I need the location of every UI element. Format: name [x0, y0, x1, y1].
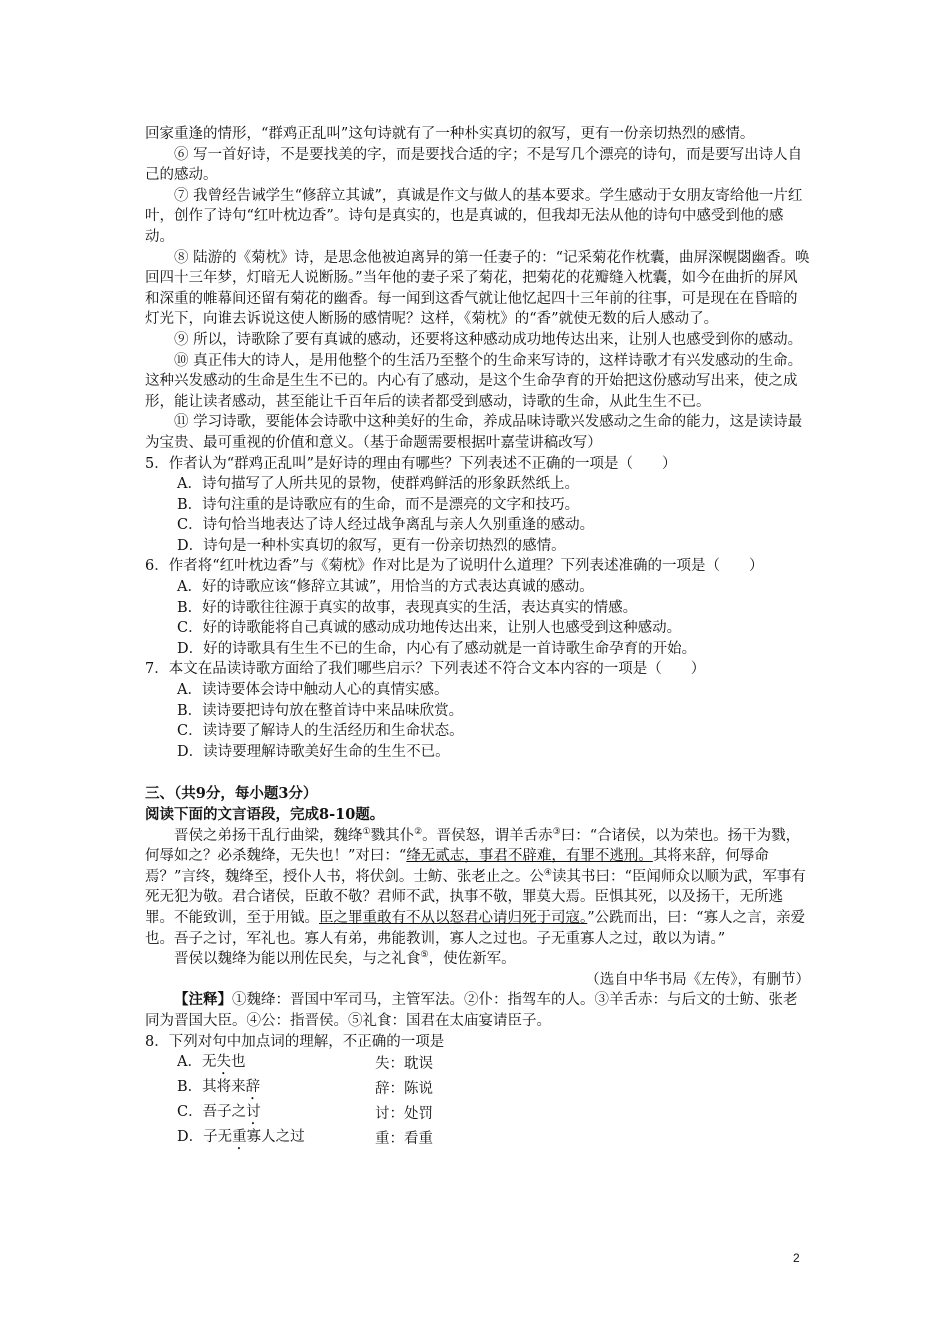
passage-text: 戮其仆 [370, 827, 415, 844]
passage-text: ”公跣而出，曰：“寡人之言，亲爱也。吾子之讨，军礼也。寡人有弟，弗能教训，寡人之过也。子无重寡人之过，敢以为请。” [145, 909, 806, 947]
option: B．诗句注重的是诗歌应有的生命，而不是漂亮的文字和技巧。 [177, 496, 580, 513]
option: A．读诗要体会诗中触动人心的真情实感。 [177, 682, 449, 699]
option-gloss: 讨：处罚 [375, 1106, 433, 1123]
option: B．好的诗歌往往源于真实的故事，表现真实的生活，表达真实的情感。 [177, 599, 638, 616]
notes-text: ①魏绛：晋国中军司马，主管军法。②仆：指驾车的人。③羊舌赤：与后文的士鲂、张老同为晋国大臣。④公：指晋侯。⑤礼食：国君在太庙宴请臣子。 [145, 992, 798, 1029]
option-phrase: B．其将来辞 [177, 1078, 261, 1095]
paragraph: ⑪ 学习诗歌，要能体会诗歌中这种美好的生命，养成品味诗歌兴发感动之生命的能力，这是读诗最为宝贵、最可重视的价值和意义。（基于命题需要根据叶嘉莹讲稿改写） [145, 414, 803, 451]
footnote-mark: ② [414, 826, 423, 837]
passage-text: 。晋侯怒，谓羊舌赤 [422, 827, 553, 844]
underlined-sentence: 臣之罪重敢有不从以怒君心请归死于司寇。 [319, 909, 588, 926]
option: D．好的诗歌具有生生不已的生命，内心有了感动就是一首诗歌生命孕育的开始。 [177, 640, 697, 657]
passage-text: 晋侯以魏绛为能以刑佐民矣，与之礼食 [174, 951, 421, 968]
question-stem: 7．本文在品读诗歌方面给了我们哪些启示？下列表述不符合文本内容的一项是（ ） [145, 661, 706, 678]
document-page [145, 124, 810, 1152]
option: D．诗句是一种朴实真切的叙写，更有一份亲切热烈的感情。 [177, 537, 566, 554]
question-stem: 5．作者认为“群鸡正乱叫”是好诗的理由有哪些？下列表述不正确的一项是（ ） [145, 455, 677, 472]
source-citation: （选自中华书局《左传》，有删节） [585, 971, 810, 988]
paragraph: ⑨ 所以，诗歌除了要有真诚的感动，还要将这种感动成功地传达出来，让别人也感受到你的感动。 [174, 331, 803, 348]
paragraph: ⑦ 我曾经告诫学生“修辞立其诚”，真诚是作文与做人的基本要求。学生感动于女朋友寄给他一片红叶，创作了诗句“红叶枕边香”。诗句是真实的，也是真诚的，但我却无法从他的诗句中感受到他的感动。 [145, 187, 803, 245]
passage-text: 其将来辞，何辱命焉？”言终，魏绛至，授仆人书，将伏剑。士鲂、张老止之。公 [145, 848, 769, 885]
annotation-notes [145, 990, 810, 1031]
section-instruction: 阅读下面的文言语段，完成8-10题。 [145, 806, 385, 823]
option-phrase: D．子无重寡人之过 [177, 1128, 305, 1145]
footnote-mark: ① [362, 826, 371, 837]
option: C．好的诗歌能将自己真诚的感动成功地传达出来，让别人也感受到这种感动。 [177, 620, 682, 637]
question-stem: 8．下列对句中加点词的理解，不正确的一项是 [145, 1033, 445, 1050]
paragraph: 回家重逢的情形，“群鸡正乱叫”这句诗就有了一种朴实真切的叙写，更有一份亲切热烈的感情。 [145, 126, 755, 142]
option: A．好的诗歌应该“修辞立其诚”，用恰当的方式表达真诚的感动。 [177, 579, 594, 596]
option: C．诗句恰当地表达了诗人经过战争离乱与亲人久别重逢的感动。 [177, 517, 595, 534]
option: C．读诗要了解诗人的生活经历和生命状态。 [177, 723, 464, 740]
page-number: 2 [793, 1251, 800, 1265]
classical-passage [145, 949, 810, 970]
paragraph: ⑩ 真正伟大的诗人，是用他整个的生活乃至整个的生命来写诗的，这样诗歌才有兴发感动的生命。这种兴发感动的生命是生生不已的。内心有了感动，是这个生命孕育的开始把这份感动写出来，使之成形，能让读者感动，甚至能让千百年后的读者都受到感动，诗歌的生命，从此生生不已。 [145, 352, 803, 410]
option: D．读诗要理解诗歌美好生命的生生不已。 [177, 743, 450, 760]
passage-text: 晋侯之弟扬干乱行曲梁，魏绛 [174, 827, 363, 844]
classical-passage [145, 826, 810, 950]
passage-text: 读其书曰：“臣闻师众以顺为武，军事有死无犯为敬。君合诸侯，臣敢不敬？君师不武，执事不敬，罪莫大焉。臣惧其死，以及扬干，无所逃罪。不能致训，至于用钺。 [145, 868, 806, 926]
footnote-mark: ⑤ [420, 950, 429, 961]
section-heading: 三、（共9分，每小题3分） [145, 785, 318, 803]
spacer [145, 762, 810, 784]
underlined-sentence: 绛无贰志，事君不辟难，有罪不逃刑。 [406, 848, 653, 865]
footnote-mark: ④ [543, 867, 552, 878]
option-row [145, 1077, 810, 1102]
question-stem: 6．作者将“红叶枕边香”与《菊枕》作对比是为了说明什么道理？下列表述准确的一项是（ ） [145, 558, 764, 575]
option: B．读诗要把诗句放在整首诗中来品味欣赏。 [177, 702, 464, 719]
option: A．诗句描写了人所共见的景物，使群鸡鲜活的形象跃然纸上。 [177, 476, 579, 493]
option-row [145, 1052, 810, 1077]
paragraph: ⑧ 陆游的《菊枕》诗，是思念他被迫离异的第一任妻子的：“记采菊花作枕囊，曲屏深幌閟幽香。唤回四十三年梦，灯暗无人说断肠。”当年他的妻子采了菊花，把菊花的花瓣缝入枕囊，如今在曲折的屏风和深重的帷幕间还留有菊花的幽香。每一闻到这香气就让他忆起四十三年前的往事，可是现在在昏暗的灯光下，向谁去诉说这使人断肠的感情呢？这样，《菊枕》的“香”就使无数的后人感动了。 [145, 249, 810, 328]
option-gloss: 重：看重 [375, 1131, 433, 1148]
passage-text: 曰：“合诸侯，以为荣也。扬干为戮，何辱如之？必杀魏绛，无失也！”对曰：“ [145, 827, 801, 865]
option-row [145, 1127, 810, 1152]
notes-label: 【注释】 [174, 991, 232, 1009]
option-phrase: C．吾子之讨 [177, 1103, 261, 1120]
option-gloss: 辞：陈说 [375, 1081, 433, 1098]
footnote-mark: ③ [552, 826, 561, 837]
option-phrase: A．无失也 [177, 1053, 246, 1070]
passage-text: ，使佐新军。 [428, 951, 516, 968]
paragraph: ⑥ 写一首好诗，不是要找美的字，而是要找合适的字；不是写几个漂亮的诗句，而是要写出诗人自己的感动。 [145, 146, 803, 184]
option-gloss: 失：耽误 [375, 1056, 433, 1073]
option-row [145, 1102, 810, 1127]
